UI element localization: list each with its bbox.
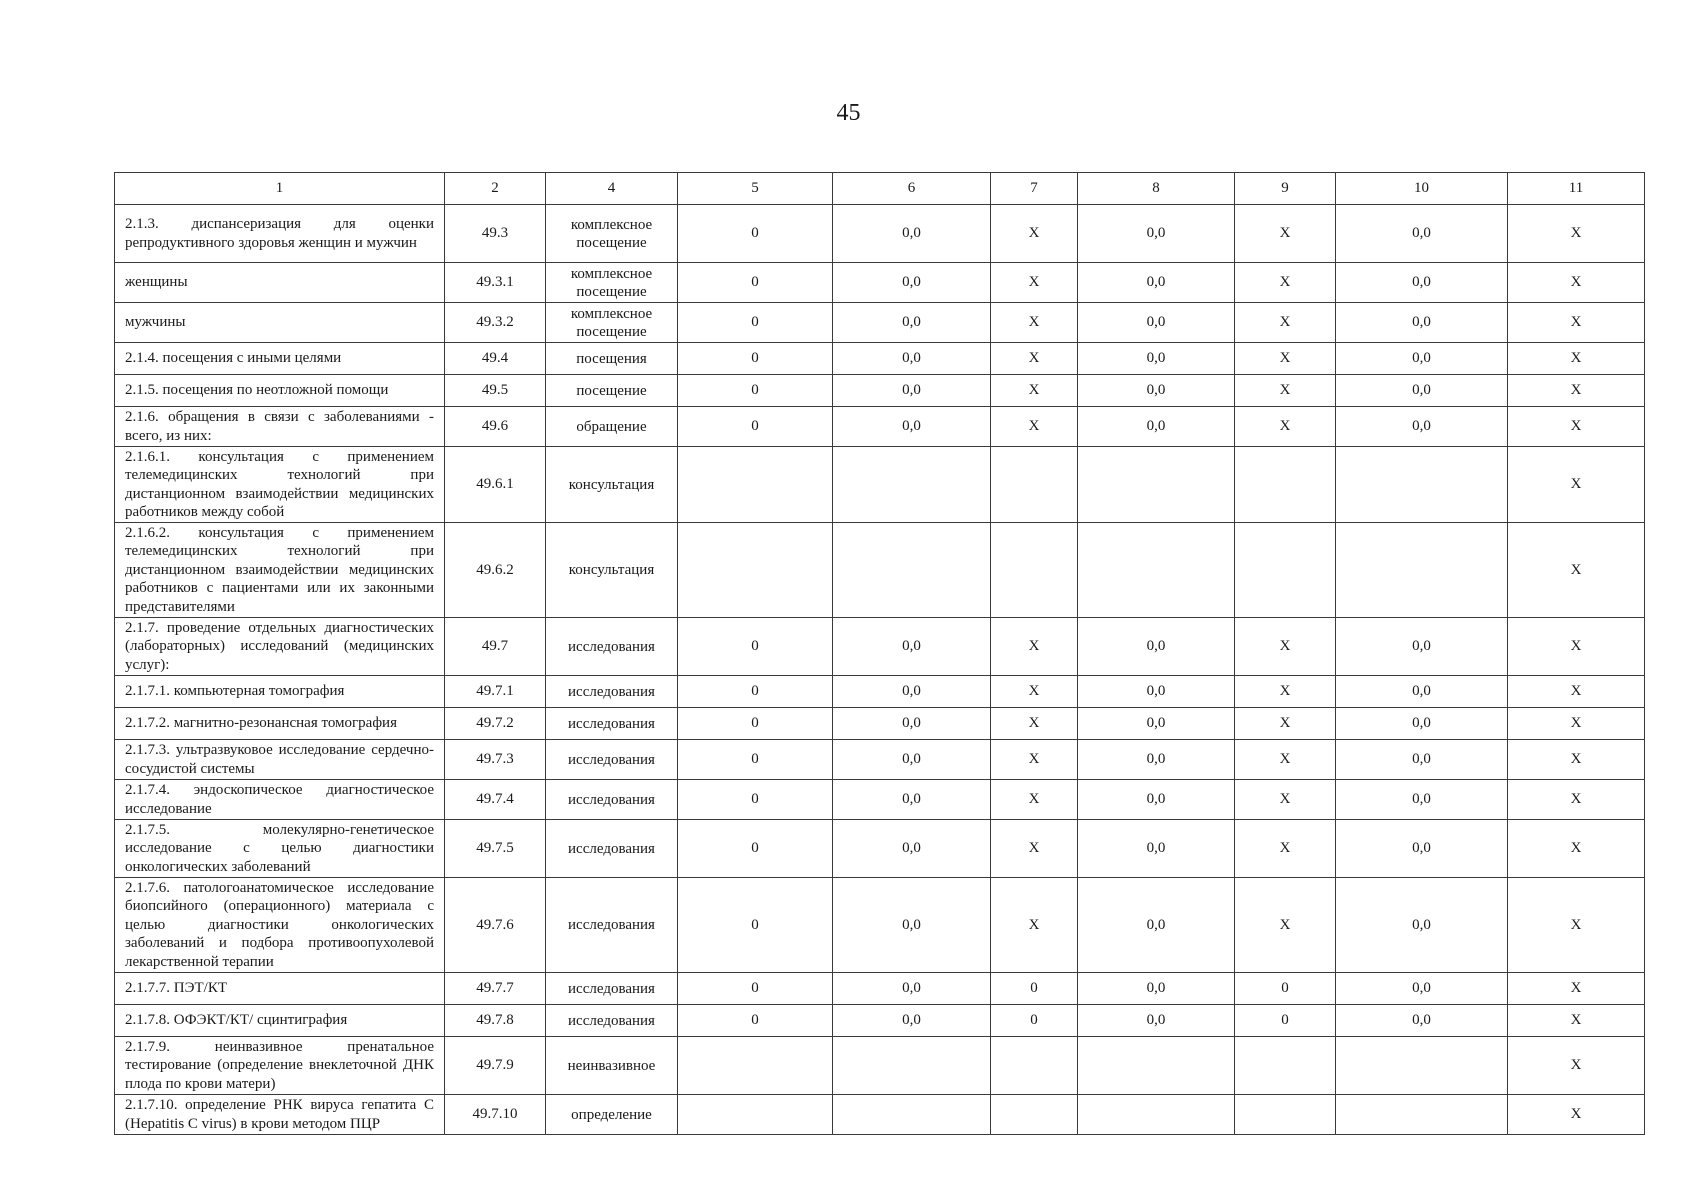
row-unit-cell: определение [546,1095,678,1135]
value-cell-col7: X [991,407,1078,447]
row-unit-cell: исследования [546,780,678,820]
row-unit-cell: неинвазивное [546,1037,678,1095]
row-unit-cell: комплексное посещение [546,303,678,343]
value-cell-col9: X [1235,878,1336,973]
row-name-cell: 2.1.7. проведение отдельных диагностических (лабораторных) исследований (медицинских услуг): [115,618,445,676]
row-name-cell: мужчины [115,303,445,343]
value-cell-col8: 0,0 [1078,618,1235,676]
value-cell-col10 [1336,1095,1508,1135]
row-code-cell: 49.7.7 [445,973,546,1005]
table-row [115,1095,1645,1135]
value-cell-col10: 0,0 [1336,676,1508,708]
row-code-cell: 49.7.4 [445,780,546,820]
value-cell-col6 [833,1037,991,1095]
data-table [114,172,1645,1135]
value-cell-col5: 0 [678,878,833,973]
value-cell-col11: X [1508,263,1645,303]
value-cell-col8: 0,0 [1078,303,1235,343]
row-code-cell: 49.7 [445,618,546,676]
row-name-cell: 2.1.5. посещения по неотложной помощи [115,375,445,407]
value-cell-col6: 0,0 [833,740,991,780]
value-cell-col10: 0,0 [1336,618,1508,676]
value-cell-col11: X [1508,205,1645,263]
value-cell-col8: 0,0 [1078,205,1235,263]
value-cell-col5: 0 [678,407,833,447]
value-cell-col6: 0,0 [833,303,991,343]
value-cell-col11: X [1508,708,1645,740]
row-code-cell: 49.7.9 [445,1037,546,1095]
value-cell-col5: 0 [678,303,833,343]
value-cell-col11: X [1508,973,1645,1005]
value-cell-col7 [991,1037,1078,1095]
table-row [115,878,1645,973]
row-unit-cell: консультация [546,523,678,618]
value-cell-col11: X [1508,375,1645,407]
row-unit-cell: посещения [546,343,678,375]
value-cell-col5: 0 [678,708,833,740]
value-cell-col6: 0,0 [833,1005,991,1037]
value-cell-col9: X [1235,618,1336,676]
row-code-cell: 49.7.1 [445,676,546,708]
value-cell-col6: 0,0 [833,676,991,708]
value-cell-col6: 0,0 [833,820,991,878]
value-cell-col11: X [1508,1037,1645,1095]
value-cell-col9: X [1235,740,1336,780]
row-code-cell: 49.6 [445,407,546,447]
table-row [115,708,1645,740]
table-row [115,523,1645,618]
row-unit-cell: исследования [546,973,678,1005]
value-cell-col5 [678,447,833,523]
row-name-cell: 2.1.7.9. неинвазивное пренатальное тестирование (определение внеклеточной ДНК плода по крови матери) [115,1037,445,1095]
value-cell-col11: X [1508,407,1645,447]
value-cell-col7: X [991,618,1078,676]
value-cell-col6: 0,0 [833,878,991,973]
row-unit-cell: консультация [546,447,678,523]
value-cell-col7: 0 [991,973,1078,1005]
row-code-cell: 49.3.1 [445,263,546,303]
table-row [115,1037,1645,1095]
value-cell-col10: 0,0 [1336,407,1508,447]
value-cell-col11: X [1508,1005,1645,1037]
column-header: 11 [1508,173,1645,205]
value-cell-col9 [1235,1037,1336,1095]
value-cell-col8: 0,0 [1078,820,1235,878]
value-cell-col11: X [1508,1095,1645,1135]
value-cell-col8: 0,0 [1078,740,1235,780]
value-cell-col9: X [1235,263,1336,303]
value-cell-col10: 0,0 [1336,1005,1508,1037]
row-name-cell: 2.1.7.3. ультразвуковое исследование сердечно-сосудистой системы [115,740,445,780]
value-cell-col9: 0 [1235,973,1336,1005]
value-cell-col10: 0,0 [1336,878,1508,973]
table-row [115,375,1645,407]
column-header: 7 [991,173,1078,205]
row-code-cell: 49.3.2 [445,303,546,343]
value-cell-col8: 0,0 [1078,780,1235,820]
table-row [115,263,1645,303]
row-name-cell: 2.1.7.2. магнитно-резонансная томография [115,708,445,740]
value-cell-col7: X [991,780,1078,820]
value-cell-col8 [1078,1037,1235,1095]
value-cell-col6: 0,0 [833,263,991,303]
value-cell-col9: X [1235,820,1336,878]
table-row [115,676,1645,708]
value-cell-col5: 0 [678,205,833,263]
column-header: 1 [115,173,445,205]
row-name-cell: 2.1.7.8. ОФЭКТ/КТ/ сцинтиграфия [115,1005,445,1037]
row-code-cell: 49.4 [445,343,546,375]
value-cell-col10 [1336,1037,1508,1095]
value-cell-col6: 0,0 [833,618,991,676]
row-name-cell: 2.1.4. посещения с иными целями [115,343,445,375]
row-name-cell: 2.1.7.1. компьютерная томография [115,676,445,708]
column-header: 9 [1235,173,1336,205]
value-cell-col7: X [991,205,1078,263]
value-cell-col10: 0,0 [1336,780,1508,820]
row-name-cell: 2.1.3. диспансеризация для оценки репродуктивного здоровья женщин и мужчин [115,205,445,263]
value-cell-col11: X [1508,878,1645,973]
value-cell-col5: 0 [678,973,833,1005]
value-cell-col6 [833,447,991,523]
value-cell-col7 [991,1095,1078,1135]
value-cell-col8: 0,0 [1078,407,1235,447]
value-cell-col10: 0,0 [1336,820,1508,878]
value-cell-col8: 0,0 [1078,343,1235,375]
value-cell-col8: 0,0 [1078,708,1235,740]
value-cell-col8: 0,0 [1078,973,1235,1005]
value-cell-col9: X [1235,780,1336,820]
value-cell-col7: X [991,740,1078,780]
value-cell-col5: 0 [678,375,833,407]
value-cell-col11: X [1508,820,1645,878]
value-cell-col8: 0,0 [1078,676,1235,708]
value-cell-col9 [1235,1095,1336,1135]
column-header: 4 [546,173,678,205]
row-code-cell: 49.3 [445,205,546,263]
value-cell-col11: X [1508,343,1645,375]
value-cell-col11: X [1508,676,1645,708]
value-cell-col7: X [991,708,1078,740]
row-code-cell: 49.7.10 [445,1095,546,1135]
value-cell-col10: 0,0 [1336,973,1508,1005]
value-cell-col6 [833,523,991,618]
row-unit-cell: исследования [546,1005,678,1037]
row-unit-cell: исследования [546,878,678,973]
value-cell-col10: 0,0 [1336,343,1508,375]
value-cell-col10: 0,0 [1336,740,1508,780]
value-cell-col5 [678,523,833,618]
value-cell-col9: X [1235,303,1336,343]
row-unit-cell: комплексное посещение [546,205,678,263]
value-cell-col10: 0,0 [1336,375,1508,407]
value-cell-col6: 0,0 [833,708,991,740]
table-row [115,343,1645,375]
column-header: 10 [1336,173,1508,205]
table-row [115,820,1645,878]
table-row [115,973,1645,1005]
value-cell-col7: 0 [991,1005,1078,1037]
page-number: 45 [836,100,861,126]
value-cell-col10: 0,0 [1336,708,1508,740]
value-cell-col6 [833,1095,991,1135]
value-cell-col8: 0,0 [1078,878,1235,973]
value-cell-col11: X [1508,780,1645,820]
value-cell-col11: X [1508,740,1645,780]
value-cell-col9: X [1235,375,1336,407]
row-name-cell: 2.1.7.5. молекулярно-генетическое исследование с целью диагностики онкологических заболеваний [115,820,445,878]
column-header: 2 [445,173,546,205]
value-cell-col5: 0 [678,1005,833,1037]
table-row [115,447,1645,523]
row-code-cell: 49.6.2 [445,523,546,618]
value-cell-col7: X [991,343,1078,375]
value-cell-col5: 0 [678,618,833,676]
value-cell-col9: X [1235,205,1336,263]
value-cell-col5: 0 [678,780,833,820]
value-cell-col8 [1078,523,1235,618]
row-name-cell: женщины [115,263,445,303]
value-cell-col7: X [991,676,1078,708]
value-cell-col5 [678,1095,833,1135]
row-unit-cell: посещение [546,375,678,407]
value-cell-col6: 0,0 [833,973,991,1005]
value-cell-col6: 0,0 [833,343,991,375]
row-code-cell: 49.7.3 [445,740,546,780]
row-code-cell: 49.7.8 [445,1005,546,1037]
row-unit-cell: комплексное посещение [546,263,678,303]
value-cell-col10 [1336,447,1508,523]
row-name-cell: 2.1.6.1. консультация с применением телемедицинских технологий при дистанционном взаимодействии медицинских работников между собой [115,447,445,523]
row-name-cell: 2.1.6. обращения в связи с заболеваниями - всего, из них: [115,407,445,447]
value-cell-col5: 0 [678,343,833,375]
table-header-row [115,173,1645,205]
row-code-cell: 49.6.1 [445,447,546,523]
value-cell-col8: 0,0 [1078,375,1235,407]
value-cell-col9: X [1235,343,1336,375]
value-cell-col9 [1235,523,1336,618]
value-cell-col7 [991,447,1078,523]
column-header: 6 [833,173,991,205]
value-cell-col9: X [1235,676,1336,708]
column-header: 8 [1078,173,1235,205]
value-cell-col6: 0,0 [833,407,991,447]
value-cell-col11: X [1508,303,1645,343]
value-cell-col5 [678,1037,833,1095]
row-code-cell: 49.5 [445,375,546,407]
table-row [115,780,1645,820]
row-name-cell: 2.1.7.4. эндоскопическое диагностическое исследование [115,780,445,820]
value-cell-col7 [991,523,1078,618]
row-unit-cell: исследования [546,618,678,676]
row-unit-cell: исследования [546,740,678,780]
table-row [115,740,1645,780]
value-cell-col10: 0,0 [1336,205,1508,263]
value-cell-col11: X [1508,618,1645,676]
value-cell-col7: X [991,878,1078,973]
value-cell-col5: 0 [678,820,833,878]
value-cell-col7: X [991,263,1078,303]
table-row [115,1005,1645,1037]
value-cell-col9 [1235,447,1336,523]
value-cell-col6: 0,0 [833,205,991,263]
value-cell-col8: 0,0 [1078,263,1235,303]
value-cell-col8 [1078,447,1235,523]
value-cell-col10: 0,0 [1336,303,1508,343]
value-cell-col5: 0 [678,263,833,303]
value-cell-col6: 0,0 [833,780,991,820]
row-code-cell: 49.7.5 [445,820,546,878]
row-unit-cell: обращение [546,407,678,447]
value-cell-col5: 0 [678,676,833,708]
row-code-cell: 49.7.6 [445,878,546,973]
value-cell-col10 [1336,523,1508,618]
value-cell-col9: X [1235,708,1336,740]
value-cell-col9: X [1235,407,1336,447]
row-unit-cell: исследования [546,708,678,740]
value-cell-col7: X [991,375,1078,407]
value-cell-col7: X [991,303,1078,343]
value-cell-col9: 0 [1235,1005,1336,1037]
table-row [115,407,1645,447]
row-name-cell: 2.1.7.6. патологоанатомическое исследование биопсийного (операционного) материала с целью диагностики онкологических заболеваний и подбора противоопухолевой лекарственной терапии [115,878,445,973]
table-row [115,205,1645,263]
row-unit-cell: исследования [546,820,678,878]
row-name-cell: 2.1.7.7. ПЭТ/КТ [115,973,445,1005]
value-cell-col11: X [1508,523,1645,618]
value-cell-col6: 0,0 [833,375,991,407]
value-cell-col8 [1078,1095,1235,1135]
column-header: 5 [678,173,833,205]
table-row [115,303,1645,343]
table-row [115,618,1645,676]
row-name-cell: 2.1.7.10. определение РНК вируса гепатита C (Hepatitis C virus) в крови методом ПЦР [115,1095,445,1135]
value-cell-col8: 0,0 [1078,1005,1235,1037]
value-cell-col11: X [1508,447,1645,523]
value-cell-col7: X [991,820,1078,878]
row-code-cell: 49.7.2 [445,708,546,740]
row-name-cell: 2.1.6.2. консультация с применением телемедицинских технологий при дистанционном взаимодействии медицинских работников с пациентами или их законными представителями [115,523,445,618]
row-unit-cell: исследования [546,676,678,708]
value-cell-col5: 0 [678,740,833,780]
value-cell-col10: 0,0 [1336,263,1508,303]
